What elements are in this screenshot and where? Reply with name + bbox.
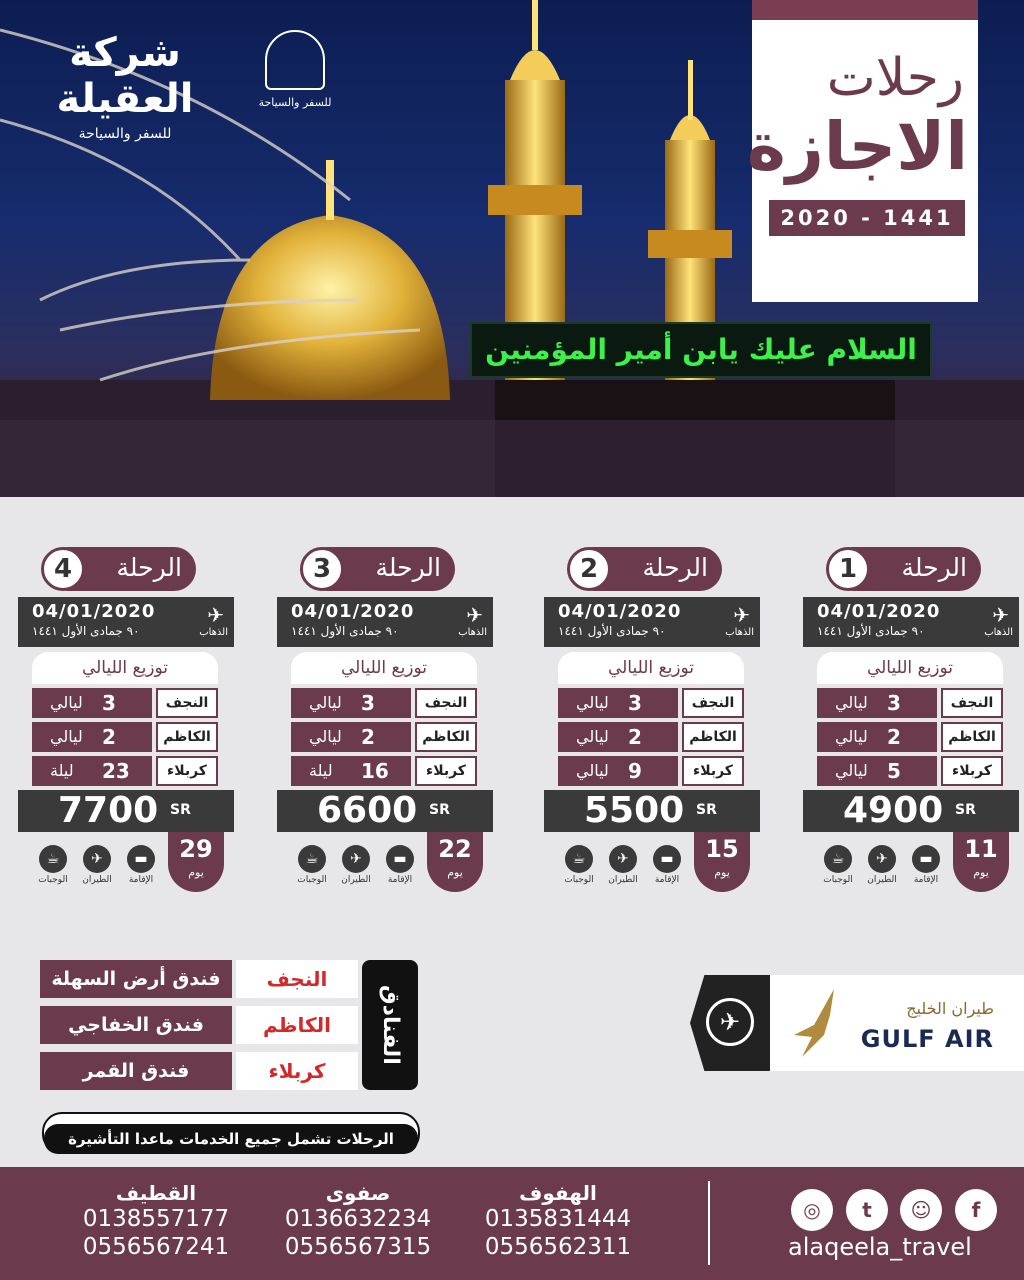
nights-count: 2 xyxy=(102,725,116,749)
service-item xyxy=(126,845,156,885)
plane-takeoff-icon: ✈ xyxy=(992,603,1009,627)
nights-unit: ليالي xyxy=(576,727,609,746)
service-label: الإقامة xyxy=(128,875,154,885)
trip-number: 3 xyxy=(300,547,344,591)
nights-unit: ليالي xyxy=(50,693,83,712)
branch-safwa xyxy=(258,1181,458,1261)
branch-hofuf xyxy=(458,1181,658,1261)
hotel-row xyxy=(40,960,358,998)
trip-number: 1 xyxy=(826,547,870,591)
duration-days: 11 xyxy=(964,835,998,863)
nights-count: 2 xyxy=(887,725,901,749)
service-item xyxy=(608,845,638,885)
hotel-city: النجف xyxy=(236,960,358,998)
airplane-icon: ✈ xyxy=(706,998,754,1046)
trip-card xyxy=(793,527,1023,887)
shrine-banner: السلام عليك يابن أمير المؤمنين xyxy=(470,322,932,378)
duration-days: 15 xyxy=(705,835,739,863)
airline-name-en: GULF AIR xyxy=(860,1025,994,1053)
nights-count: 16 xyxy=(361,759,389,783)
hotel-name: فندق القمر xyxy=(40,1052,232,1090)
nights-row xyxy=(291,756,477,786)
departure-label: الذهاب xyxy=(199,627,228,638)
airplane-icon: ✈ xyxy=(342,845,370,873)
departure-label: الذهاب xyxy=(458,627,487,638)
nights-value xyxy=(558,688,678,718)
hotel-city: الكاظم xyxy=(236,1006,358,1044)
airplane-icon: ✈ xyxy=(868,845,896,873)
nights-title: توزيع الليالي xyxy=(291,652,477,684)
departure-date: 04/01/2020 xyxy=(817,601,941,622)
nights-city: الكاظم xyxy=(682,722,744,752)
nights-unit: ليالي xyxy=(309,727,342,746)
branch-name: صفوى xyxy=(325,1181,391,1205)
nights-row xyxy=(817,756,1003,786)
price-currency: SR xyxy=(955,802,976,818)
duration-unit: يوم xyxy=(188,866,204,879)
price-currency: SR xyxy=(170,802,191,818)
logo-tagline: للسفر والسياحة xyxy=(78,126,172,142)
departure-hijri: ٩٠ جمادى الأول ١٤٤١ xyxy=(291,624,399,638)
trip-number: 4 xyxy=(41,547,85,591)
branch-name: الهفوف xyxy=(519,1181,597,1205)
service-label: الطيران xyxy=(608,875,638,885)
bed-icon: ▬ xyxy=(127,845,155,873)
services-note xyxy=(42,1112,420,1154)
duration-badge xyxy=(694,832,750,892)
departure-box xyxy=(803,597,1019,647)
service-label: الطيران xyxy=(82,875,112,885)
branch-name: القطيف xyxy=(115,1181,197,1205)
price-box xyxy=(277,790,493,832)
service-label: الطيران xyxy=(867,875,897,885)
nights-value xyxy=(291,722,411,752)
airplane-icon: ✈ xyxy=(83,845,111,873)
service-label: الإقامة xyxy=(387,875,413,885)
nights-row xyxy=(32,688,218,718)
nights-value xyxy=(291,688,411,718)
nights-count: 3 xyxy=(361,691,375,715)
price-currency: SR xyxy=(429,802,450,818)
nights-row xyxy=(558,688,744,718)
meal-icon: ☕ xyxy=(298,845,326,873)
nights-city: الكاظم xyxy=(941,722,1003,752)
service-item xyxy=(652,845,682,885)
nights-city: كربلاء xyxy=(682,756,744,786)
nights-city: كربلاء xyxy=(941,756,1003,786)
service-item xyxy=(823,845,853,885)
duration-badge xyxy=(168,832,224,892)
trip-card xyxy=(8,527,238,887)
duration-unit: يوم xyxy=(714,866,730,879)
nights-row xyxy=(558,756,744,786)
nights-value xyxy=(32,756,152,786)
nights-count: 3 xyxy=(887,691,901,715)
nights-unit: ليالي xyxy=(576,693,609,712)
departure-hijri: ٩٠ جمادى الأول ١٤٤١ xyxy=(558,624,666,638)
service-item xyxy=(82,845,112,885)
price-box xyxy=(544,790,760,832)
price-box xyxy=(803,790,1019,832)
nights-count: 2 xyxy=(628,725,642,749)
company-logo xyxy=(10,30,240,142)
nights-unit: ليلة xyxy=(309,761,333,780)
branch-qatif xyxy=(56,1181,256,1261)
nights-value xyxy=(32,688,152,718)
nights-row xyxy=(291,688,477,718)
plane-takeoff-icon: ✈ xyxy=(733,603,750,627)
nights-count: 5 xyxy=(887,759,901,783)
nights-row xyxy=(817,688,1003,718)
service-label: الوجبات xyxy=(823,875,853,885)
nights-row xyxy=(291,722,477,752)
nights-unit: ليلة xyxy=(50,761,74,780)
trip-label: الرحلة xyxy=(46,547,196,591)
title-card-topbar xyxy=(752,0,978,20)
departure-hijri: ٩٠ جمادى الأول ١٤٤١ xyxy=(817,624,925,638)
duration-days: 29 xyxy=(179,835,213,863)
branch-phone[interactable]: 0556567241 xyxy=(82,1234,230,1260)
emblem-tagline: للسفر والسياحة xyxy=(258,96,332,109)
airline-name-ar: طيران الخليج xyxy=(906,999,994,1018)
nights-row xyxy=(817,722,1003,752)
departure-label: الذهاب xyxy=(725,627,754,638)
price-amount: 5500 xyxy=(584,790,685,831)
price-currency: SR xyxy=(696,802,717,818)
departure-date: 04/01/2020 xyxy=(32,601,156,622)
nights-unit: ليالي xyxy=(835,761,868,780)
service-label: الإقامة xyxy=(654,875,680,885)
service-item xyxy=(385,845,415,885)
departure-hijri: ٩٠ جمادى الأول ١٤٤١ xyxy=(32,624,140,638)
service-label: الوجبات xyxy=(564,875,594,885)
nights-count: 23 xyxy=(102,759,130,783)
branch-phone[interactable]: 0136632234 xyxy=(284,1206,432,1232)
meal-icon: ☕ xyxy=(824,845,852,873)
nights-value xyxy=(817,756,937,786)
nights-city: الكاظم xyxy=(156,722,218,752)
price-amount: 6600 xyxy=(317,790,418,831)
branch-phone[interactable]: 0556562311 xyxy=(484,1234,632,1260)
nights-city: النجف xyxy=(156,688,218,718)
nights-unit: ليالي xyxy=(835,727,868,746)
instagram-icon[interactable]: ◎ xyxy=(791,1189,833,1231)
service-item xyxy=(38,845,68,885)
price-amount: 4900 xyxy=(843,790,944,831)
snapchat-icon[interactable]: ☺ xyxy=(900,1189,942,1231)
service-item xyxy=(564,845,594,885)
service-item xyxy=(297,845,327,885)
nights-count: 2 xyxy=(361,725,375,749)
nights-city: النجف xyxy=(941,688,1003,718)
hotel-row xyxy=(40,1006,358,1044)
nights-count: 3 xyxy=(102,691,116,715)
service-item xyxy=(867,845,897,885)
footer-divider xyxy=(708,1181,710,1265)
plane-takeoff-icon: ✈ xyxy=(466,603,483,627)
nights-value xyxy=(558,722,678,752)
nights-title: توزيع الليالي xyxy=(32,652,218,684)
branch-phone[interactable]: 0138557177 xyxy=(82,1206,230,1232)
bed-icon: ▬ xyxy=(653,845,681,873)
duration-days: 22 xyxy=(438,835,472,863)
nights-row xyxy=(32,722,218,752)
hotel-name: فندق أرض السهلة xyxy=(40,960,232,998)
nights-city: كربلاء xyxy=(156,756,218,786)
nights-value xyxy=(817,688,937,718)
plane-takeoff-icon: ✈ xyxy=(207,603,224,627)
nights-unit: ليالي xyxy=(50,727,83,746)
bed-icon: ▬ xyxy=(386,845,414,873)
hotel-row xyxy=(40,1052,358,1090)
trip-label: الرحلة xyxy=(831,547,981,591)
trip-number: 2 xyxy=(567,547,611,591)
trip-label: الرحلة xyxy=(572,547,722,591)
airline-box xyxy=(770,975,1024,1071)
title-line1: رحلات xyxy=(826,48,964,108)
trip-card xyxy=(534,527,764,887)
nights-city: الكاظم xyxy=(415,722,477,752)
departure-label: الذهاب xyxy=(984,627,1013,638)
departure-box xyxy=(277,597,493,647)
duration-badge xyxy=(953,832,1009,892)
nights-count: 3 xyxy=(628,691,642,715)
nights-unit: ليالي xyxy=(309,693,342,712)
hotels-tag: الفنادق xyxy=(362,960,418,1090)
company-emblem xyxy=(250,30,340,109)
trip-label: الرحلة xyxy=(305,547,455,591)
nights-title: توزيع الليالي xyxy=(558,652,744,684)
trip-card xyxy=(267,527,497,887)
nights-title: توزيع الليالي xyxy=(817,652,1003,684)
nights-value xyxy=(558,756,678,786)
nights-unit: ليالي xyxy=(835,693,868,712)
nights-value xyxy=(32,722,152,752)
departure-box xyxy=(544,597,760,647)
nights-row xyxy=(558,722,744,752)
logo-name: شركة العقيلة xyxy=(56,30,194,122)
title-line2: الاجازة xyxy=(746,108,968,185)
hotel-city: كربلاء xyxy=(236,1052,358,1090)
price-box xyxy=(18,790,234,832)
meal-icon: ☕ xyxy=(39,845,67,873)
departure-date: 04/01/2020 xyxy=(558,601,682,622)
meal-icon: ☕ xyxy=(565,845,593,873)
duration-unit: يوم xyxy=(973,866,989,879)
duration-badge xyxy=(427,832,483,892)
hotel-name: فندق الخفاجي xyxy=(40,1006,232,1044)
nights-city: النجف xyxy=(415,688,477,718)
nights-city: النجف xyxy=(682,688,744,718)
service-item xyxy=(341,845,371,885)
nights-value xyxy=(291,756,411,786)
duration-unit: يوم xyxy=(447,866,463,879)
twitter-icon[interactable]: t xyxy=(846,1189,888,1231)
branch-phone[interactable]: 0556567315 xyxy=(284,1234,432,1260)
nights-value xyxy=(817,722,937,752)
departure-date: 04/01/2020 xyxy=(291,601,415,622)
price-amount: 7700 xyxy=(58,790,159,831)
facebook-icon[interactable]: f xyxy=(955,1189,997,1231)
nights-unit: ليالي xyxy=(576,761,609,780)
airplane-icon: ✈ xyxy=(609,845,637,873)
service-label: الوجبات xyxy=(38,875,68,885)
bed-icon: ▬ xyxy=(912,845,940,873)
nights-row xyxy=(32,756,218,786)
nights-count: 9 xyxy=(628,759,642,783)
year-bar: 2020 - 1441 xyxy=(769,200,965,236)
service-label: الإقامة xyxy=(913,875,939,885)
services-note-text: الرحلات تشمل جميع الخدمات ماعدا التأشيرة xyxy=(44,1124,418,1154)
falcon-logo-icon xyxy=(784,985,840,1061)
service-item xyxy=(911,845,941,885)
footer xyxy=(0,1167,1024,1280)
departure-box xyxy=(18,597,234,647)
service-label: الطيران xyxy=(341,875,371,885)
branch-phone[interactable]: 0135831444 xyxy=(484,1206,632,1232)
service-label: الوجبات xyxy=(297,875,327,885)
nights-city: كربلاء xyxy=(415,756,477,786)
social-handle[interactable]: alaqeela_travel xyxy=(788,1233,972,1261)
